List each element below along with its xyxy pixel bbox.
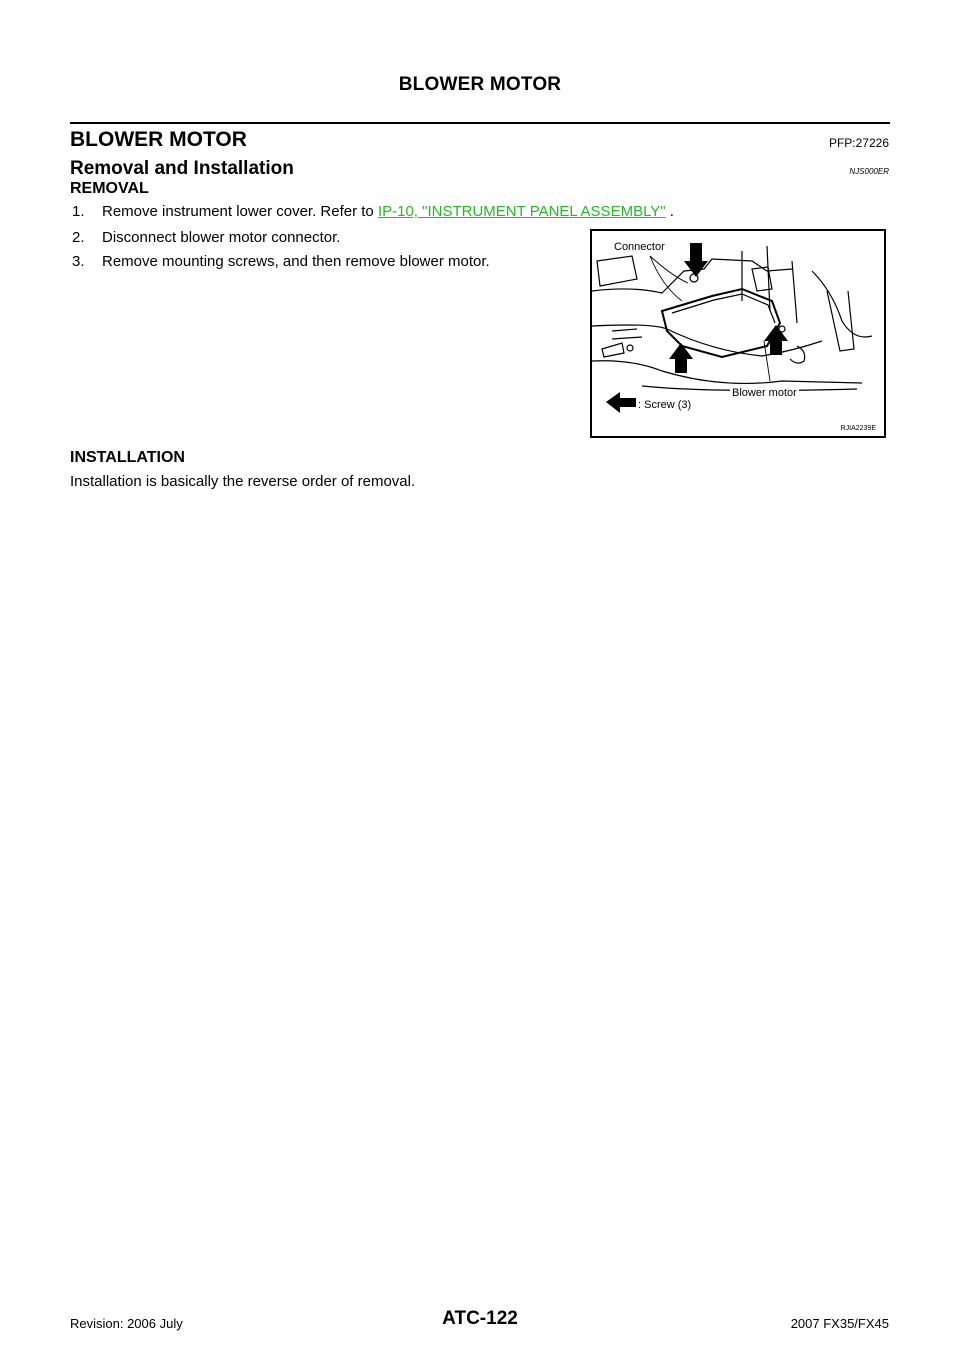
screw-legend-label: : Screw (3) (638, 399, 692, 411)
section-title: BLOWER MOTOR (70, 128, 247, 151)
reference-code: NJS000ER (849, 167, 889, 176)
step-number: 1. (72, 203, 85, 220)
step-text-suffix: . (665, 203, 674, 220)
blower-motor-label: Blower motor (732, 387, 797, 399)
ip-10-reference-link[interactable]: IP-10, "INSTRUMENT PANEL ASSEMBLY" (377, 203, 666, 220)
removal-step-2 (72, 229, 340, 246)
header-rule (70, 122, 890, 124)
figure-id: RJIA2239E (840, 425, 876, 432)
removal-heading: REMOVAL (70, 180, 149, 197)
installation-text: Installation is basically the reverse order of removal. (70, 473, 416, 490)
step-text: Remove mounting screws, and then remove blower motor. (102, 253, 490, 270)
step-text: Remove instrument lower cover. Refer to (102, 203, 378, 220)
blower-motor-illustration (592, 231, 884, 436)
step-number: 3. (72, 253, 85, 270)
footer-model: 2007 FX35/FX45 (790, 1316, 889, 1331)
pfp-code: PFP:27226 (828, 136, 889, 150)
connector-label: Connector (614, 241, 665, 253)
step-number: 2. (72, 229, 85, 246)
subsection-title: Removal and Installation (70, 158, 294, 179)
installation-heading: INSTALLATION (70, 449, 185, 466)
footer-page-number: ATC-122 (442, 1308, 518, 1329)
running-header-title: BLOWER MOTOR (398, 74, 562, 95)
removal-step-3 (72, 253, 490, 270)
footer-revision: Revision: 2006 July (70, 1316, 183, 1331)
step-text: Disconnect blower motor connector. (102, 229, 341, 246)
removal-step-1 (72, 203, 674, 220)
blower-motor-figure (590, 229, 886, 438)
